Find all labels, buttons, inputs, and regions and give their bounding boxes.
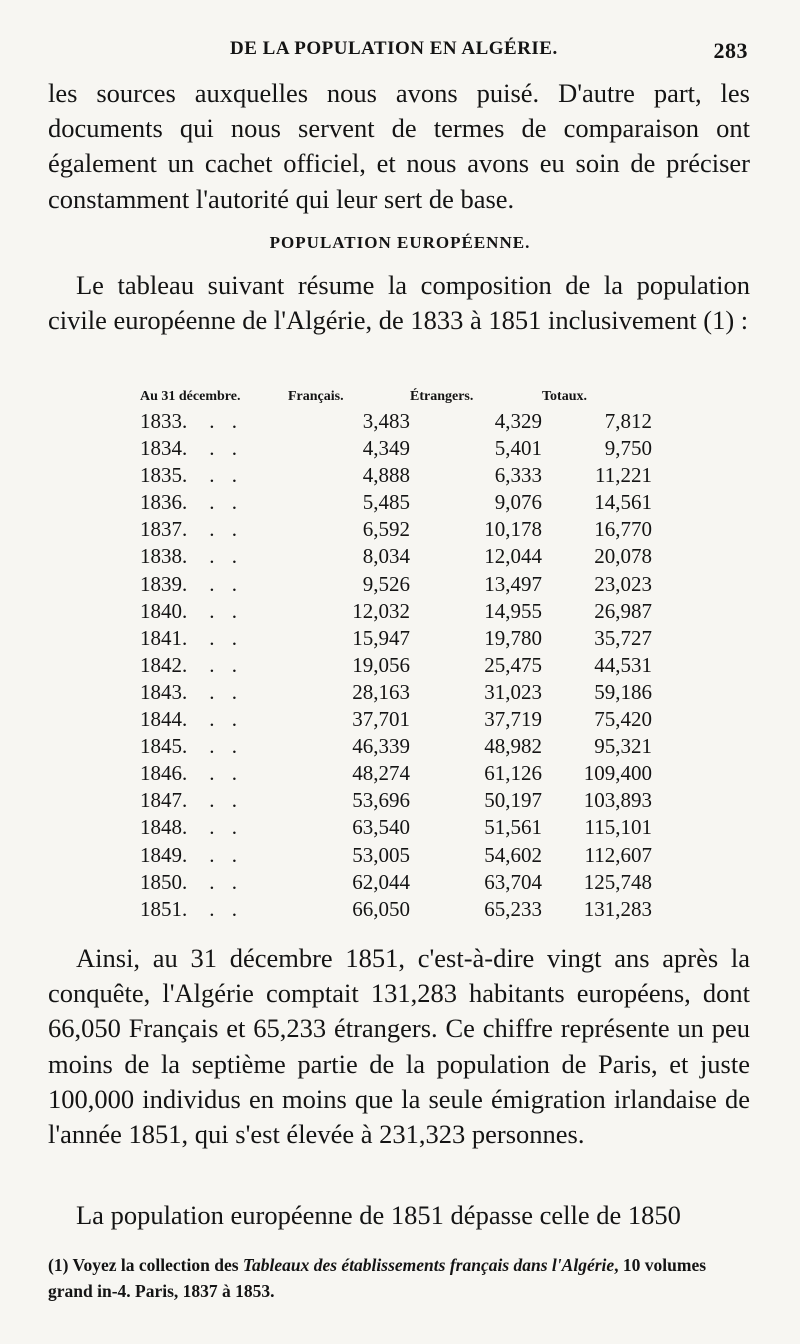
row-year: [140, 842, 288, 869]
row-leader-dots: . .: [209, 598, 243, 623]
row-leader-dots: . .: [209, 625, 243, 650]
table-row: [140, 625, 652, 652]
footnote-lead: (1) Voyez la collection des: [48, 1255, 243, 1275]
table-row: [140, 598, 652, 625]
row-total: 9,750: [604, 436, 652, 461]
row-year: [140, 516, 288, 543]
row-etrangers: 37,719: [484, 707, 542, 732]
table-row: [140, 787, 652, 814]
row-francais: 66,050: [352, 896, 410, 921]
row-year: [140, 408, 288, 435]
row-leader-dots: . .: [209, 409, 243, 433]
population-table: [140, 388, 652, 923]
row-year: [140, 462, 288, 489]
footnote-title: Tableaux des établissements français dans l'Algérie: [242, 1255, 615, 1275]
row-total: 103,893: [583, 788, 652, 813]
row-etrangers: 25,475: [484, 652, 542, 677]
row-year-label: 1833.: [140, 409, 188, 433]
row-total: 109,400: [583, 761, 652, 786]
row-total: 95,321: [594, 734, 652, 759]
table-intro-paragraph: Le tableau suivant résume la composition de la population civile européenne de l'Algérie, de 1833 à 1851 inclusivement (1) :: [48, 270, 750, 336]
row-etrangers: 50,197: [484, 788, 542, 813]
row-year-label: 1849.: [140, 842, 188, 867]
row-francais: 48,274: [352, 761, 410, 786]
row-leader-dots: . .: [209, 571, 243, 596]
page-number: 283: [713, 38, 748, 63]
footnote: [48, 1252, 752, 1304]
row-francais: 62,044: [352, 869, 410, 894]
table-header-row: [140, 388, 652, 408]
row-total: 11,221: [595, 463, 652, 488]
table-row: [140, 516, 652, 543]
row-etrangers: 12,044: [484, 544, 542, 569]
row-leader-dots: . .: [209, 490, 243, 515]
intro-paragraph: les sources auxquelles nous avons puisé. D'autre part, les documents qui nous servent de termes de comparaison ont également un cachet officiel, et nous avons eu soin de préciser constamment l'autorité qui leur sert de base.: [48, 78, 750, 214]
table-row: [140, 489, 652, 516]
row-total: 112,607: [584, 842, 652, 867]
row-francais: 8,034: [362, 544, 410, 569]
row-francais: 37,701: [352, 707, 410, 732]
header-date: Au 31 décembre.: [140, 389, 241, 404]
row-francais: 6,592: [362, 517, 410, 542]
table-row: [140, 760, 652, 787]
table-row: [140, 462, 652, 489]
row-year: [140, 598, 288, 625]
row-francais: 4,349: [362, 436, 410, 461]
table-row: [140, 814, 652, 841]
row-total: 75,420: [594, 707, 652, 732]
row-year-label: 1838.: [140, 544, 188, 569]
row-leader-dots: . .: [209, 544, 243, 569]
row-year: [140, 571, 288, 598]
row-year-label: 1835.: [140, 463, 188, 488]
row-leader-dots: . .: [209, 707, 243, 732]
row-year-label: 1837.: [140, 517, 188, 542]
row-leader-dots: . .: [209, 869, 243, 894]
row-total: 23,023: [594, 571, 652, 596]
row-total: 115,101: [584, 815, 652, 840]
last-paragraph: La population européenne de 1851 dépasse celle de 1850: [76, 1200, 681, 1230]
row-leader-dots: . .: [209, 896, 243, 921]
row-year-label: 1845.: [140, 734, 188, 759]
row-total: 35,727: [594, 625, 652, 650]
row-francais: 4,888: [362, 463, 410, 488]
row-year: [140, 543, 288, 570]
row-leader-dots: . .: [209, 815, 243, 840]
row-year-label: 1847.: [140, 788, 188, 813]
row-leader-dots: . .: [209, 517, 243, 542]
table-row: [140, 679, 652, 706]
row-total: 131,283: [583, 896, 652, 921]
row-etrangers: 14,955: [484, 598, 542, 623]
row-year-label: 1848.: [140, 815, 188, 840]
footnote-tail: , 10 volumes grand in-4. Paris, 1837 à 1853.: [48, 1255, 707, 1301]
row-year-label: 1842.: [140, 652, 188, 677]
table-row: [140, 408, 652, 435]
row-total: 7,812: [604, 409, 652, 433]
row-year-label: 1846.: [140, 761, 188, 786]
conclusion-paragraph: Ainsi, au 31 décembre 1851, c'est-à-dire vingt ans après la conquête, l'Algérie comptait 131,283 habitants européens, dont 66,050 Français et 65,233 étrangers. Ce chiffre représente un peu moins de la septième partie de la population de Paris, et juste 100,000 individus en moins que la seule émigration irlandaise de l'année 1851, qui s'est élevée à 231,323 personnes.: [48, 943, 750, 1150]
row-etrangers: 63,704: [484, 869, 542, 894]
table-row: [140, 435, 652, 462]
row-total: 59,186: [594, 679, 652, 704]
table-row: [140, 733, 652, 760]
row-year-label: 1843.: [140, 679, 188, 704]
row-year-label: 1850.: [140, 869, 188, 894]
row-year: [140, 679, 288, 706]
row-etrangers: 65,233: [484, 896, 542, 921]
row-leader-dots: . .: [209, 761, 243, 786]
row-leader-dots: . .: [209, 842, 243, 867]
row-leader-dots: . .: [209, 652, 243, 677]
table-row: [140, 896, 652, 923]
row-etrangers: 61,126: [484, 761, 542, 786]
row-year: [140, 760, 288, 787]
row-etrangers: 48,982: [484, 734, 542, 759]
row-etrangers: 13,497: [484, 571, 542, 596]
table-row: [140, 571, 652, 598]
row-leader-dots: . .: [209, 788, 243, 813]
row-year-label: 1841.: [140, 625, 188, 650]
running-title: DE LA POPULATION EN ALGÉRIE.: [230, 38, 558, 59]
row-total: 125,748: [583, 869, 652, 894]
row-etrangers: 6,333: [494, 463, 542, 488]
row-year-label: 1844.: [140, 707, 188, 732]
row-leader-dots: . .: [209, 734, 243, 759]
row-year: [140, 652, 288, 679]
row-francais: 46,339: [352, 734, 410, 759]
row-leader-dots: . .: [209, 463, 243, 488]
row-year: [140, 625, 288, 652]
row-etrangers: 54,602: [484, 842, 542, 867]
row-etrangers: 9,076: [494, 490, 542, 515]
row-etrangers: 51,561: [484, 815, 542, 840]
row-francais: 15,947: [352, 625, 410, 650]
row-year: [140, 435, 288, 462]
section-heading: POPULATION EUROPÉENNE.: [269, 233, 531, 252]
row-francais: 9,526: [362, 571, 410, 596]
row-francais: 53,696: [352, 788, 410, 813]
row-total: 20,078: [594, 544, 652, 569]
row-year: [140, 787, 288, 814]
table-body: [140, 408, 652, 923]
row-francais: 3,483: [362, 409, 410, 433]
row-total: 44,531: [594, 652, 652, 677]
row-year: [140, 896, 288, 923]
row-year-label: 1839.: [140, 571, 188, 596]
row-etrangers: 5,401: [494, 436, 542, 461]
row-total: 26,987: [594, 598, 652, 623]
row-francais: 63,540: [352, 815, 410, 840]
table-row: [140, 869, 652, 896]
row-year-label: 1840.: [140, 598, 188, 623]
row-year-label: 1851.: [140, 896, 188, 921]
header-totaux: Totaux.: [542, 389, 588, 404]
row-year: [140, 814, 288, 841]
row-leader-dots: . .: [209, 436, 243, 461]
row-year: [140, 489, 288, 516]
table-row: [140, 842, 652, 869]
row-total: 16,770: [594, 517, 652, 542]
row-year: [140, 706, 288, 733]
row-year: [140, 733, 288, 760]
header-francais: Français.: [288, 389, 344, 404]
row-francais: 28,163: [352, 679, 410, 704]
row-year: [140, 869, 288, 896]
row-year-label: 1834.: [140, 436, 188, 461]
table-row: [140, 706, 652, 733]
row-etrangers: 10,178: [484, 517, 542, 542]
row-year-label: 1836.: [140, 490, 188, 515]
row-total: 14,561: [594, 490, 652, 515]
row-etrangers: 19,780: [484, 625, 542, 650]
table-row: [140, 652, 652, 679]
row-etrangers: 31,023: [484, 679, 542, 704]
row-leader-dots: . .: [209, 679, 243, 704]
row-francais: 5,485: [362, 490, 410, 515]
row-francais: 53,005: [352, 842, 410, 867]
table-row: [140, 543, 652, 570]
row-francais: 12,032: [352, 598, 410, 623]
row-etrangers: 4,329: [494, 409, 542, 433]
header-etrangers: Étrangers.: [410, 389, 474, 404]
row-francais: 19,056: [352, 652, 410, 677]
